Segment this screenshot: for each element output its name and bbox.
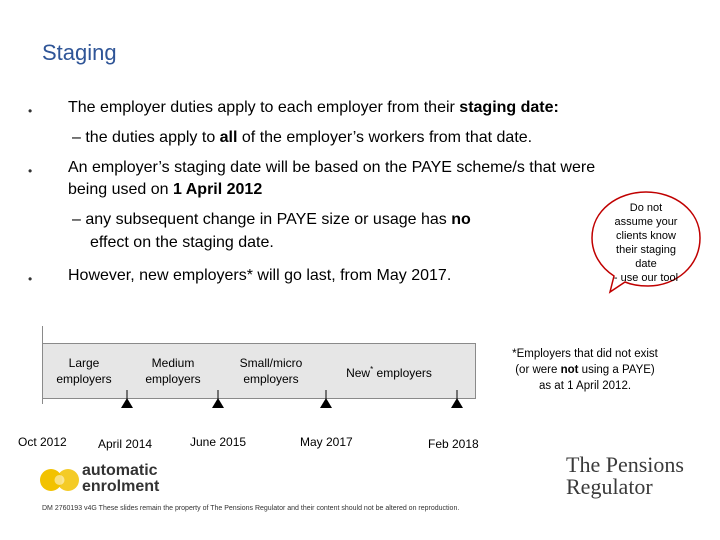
- marker-may-2017: [320, 398, 332, 408]
- footnote-text: (or were: [515, 364, 561, 376]
- bullet-1-sub: [72, 128, 532, 148]
- date-june-2015: June 2015: [190, 435, 247, 449]
- bullet-2-sub-line1: [72, 210, 471, 230]
- callout-line: assume your: [614, 216, 678, 228]
- bullet-2-bold: 1 April 2012: [172, 181, 263, 198]
- bullet-1-sub-text: – the duties apply to: [72, 129, 220, 146]
- bullet-2-sub-bold: no: [451, 211, 471, 228]
- segment-large-employers: [48, 355, 120, 387]
- automatic-enrolment-logo-text: [82, 463, 159, 495]
- bullet-2-sub-text: – any subsequent change in PAYE size or usage has: [72, 211, 452, 228]
- bullet-2-line1: An employer’s staging date will be based on the PAYE scheme/s that were: [68, 159, 596, 176]
- footnote-line: *Employers that did not exist: [512, 348, 658, 360]
- bullet-1-sub-text-end: of the employer’s workers from that date.: [237, 129, 533, 146]
- automatic-enrolment-logo-icon: [40, 462, 80, 498]
- logo-text-line: automatic: [82, 462, 158, 479]
- bullet-1-bold: staging date:: [459, 99, 559, 116]
- callout-line: - use our tool: [613, 272, 679, 284]
- footnote-line: as at 1 April 2012.: [538, 380, 632, 392]
- footer-disclaimer: DM 2760193 v4G These slides remain the property of The Pensions Regulator and their content should not be altered on reproduction.: [42, 505, 460, 512]
- bullet-1-sub-bold: all: [219, 129, 238, 146]
- segment-label: Large: [68, 356, 100, 370]
- date-april-2014: April 2014: [98, 437, 153, 451]
- segment-small-employers: [226, 355, 316, 387]
- date-feb-2018: Feb 2018: [428, 437, 479, 451]
- segment-label: Small/micro: [239, 356, 303, 370]
- footnote-text: using a PAYE): [578, 364, 655, 376]
- bullet-marker: •: [28, 272, 33, 286]
- bullet-2-sub-line2: effect on the staging date.: [90, 234, 274, 251]
- callout-text: [596, 201, 696, 285]
- callout-line: their staging: [616, 244, 676, 256]
- logo-text-line: Regulator: [566, 474, 653, 499]
- bullet-1: [68, 98, 559, 118]
- segment-label: Medium: [151, 356, 195, 370]
- date-may-2017: May 2017: [300, 435, 353, 449]
- callout-line: Do not: [629, 202, 663, 214]
- footnote: [480, 346, 690, 394]
- footnote-bold: not: [560, 364, 579, 376]
- marker-feb-2018: [451, 398, 463, 408]
- segment-medium-employers: [134, 355, 212, 387]
- footnote-line: [480, 362, 690, 378]
- bullet-marker: •: [28, 104, 33, 118]
- logo-text-line: The Pensions: [566, 452, 684, 477]
- bullet-3: However, new employers* will go last, from May 2017.: [68, 267, 452, 284]
- segment-label-sup: *: [370, 365, 374, 374]
- slide-title: Staging: [42, 40, 117, 65]
- bullet-marker: •: [28, 164, 33, 178]
- callout-line: date: [635, 258, 657, 270]
- bullet-2-line2: [68, 180, 262, 200]
- date-oct-2012: Oct 2012: [18, 435, 67, 449]
- segment-label: employers: [243, 372, 299, 386]
- bullet-1-text: The employer duties apply to each employer from their: [68, 99, 460, 116]
- callout-line: clients know: [616, 230, 676, 242]
- bullet-2-text: being used on: [68, 181, 173, 198]
- pensions-regulator-logo: [566, 454, 684, 498]
- segment-new-employers: [336, 362, 442, 381]
- marker-june-2015: [212, 398, 224, 408]
- segment-label: employers: [373, 366, 432, 380]
- segment-label: employers: [56, 372, 112, 386]
- logo-text-line: enrolment: [82, 478, 160, 495]
- segment-label: New: [346, 366, 371, 380]
- marker-april-2014: [121, 398, 133, 408]
- segment-label: employers: [145, 372, 201, 386]
